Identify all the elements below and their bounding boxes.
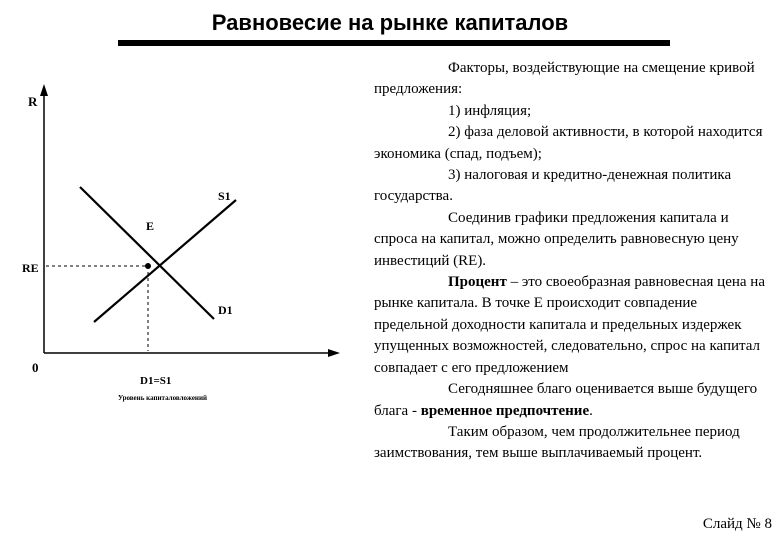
factor-3: 3) налоговая и кредитно-денежная политика государства.	[374, 167, 732, 205]
capital-market-graph	[0, 60, 360, 420]
time-preference-period: .	[589, 402, 593, 419]
combine-paragraph: Соединив графики предложения капитала и спроса на капитал, можно определить равновесную цену инвестиций (RE).	[374, 209, 739, 269]
y-axis-arrow	[40, 84, 48, 96]
factor-2: 2) фаза деловой активности, в которой находится экономика (спад, подъем);	[374, 124, 763, 162]
conclusion-paragraph: Таким образом, чем продолжительнее период заимствования, тем выше выплачиваемый процент.	[374, 423, 740, 462]
equilibrium-price-label: RE	[22, 261, 39, 275]
time-preference-term: временное предпочтение	[420, 402, 590, 419]
equilibrium-quantity-label: D1=S1	[140, 375, 172, 387]
slide-number: Слайд № 8	[702, 516, 772, 532]
x-axis-arrow	[328, 349, 340, 357]
today-good-text: Сегодняшнее благо оценивается выше будущего блага -	[374, 381, 758, 419]
factor-1: 1) инфляция;	[448, 102, 532, 119]
explanation-text	[374, 58, 770, 465]
title-underline	[118, 40, 670, 46]
slide-title: Равновесие на рынке капиталов	[211, 10, 569, 35]
supply-curve	[94, 200, 236, 322]
demand-label: D1	[218, 303, 233, 317]
interest-definition: – это своеобразная равновесная цена на рынке капитала. В точке Е происходит совпадение предельной доходности капитала и предельных издержек упущенных возможностей, следовательно, спрос на капитал совпадает с его предложением	[374, 274, 765, 376]
supply-label: S1	[218, 189, 231, 203]
x-axis-caption: Уровень капиталовложений	[118, 394, 208, 402]
interest-paragraph	[374, 272, 770, 379]
equilibrium-point	[145, 263, 151, 269]
factors-intro: Факторы, воздействующие на смещение кривой предложения:	[374, 60, 755, 98]
time-preference-paragraph	[374, 379, 770, 422]
y-axis-label: R	[28, 94, 38, 109]
origin-label: 0	[32, 360, 39, 375]
interest-term: Процент	[448, 274, 507, 291]
equilibrium-point-label: E	[146, 219, 155, 233]
demand-curve	[80, 187, 214, 319]
